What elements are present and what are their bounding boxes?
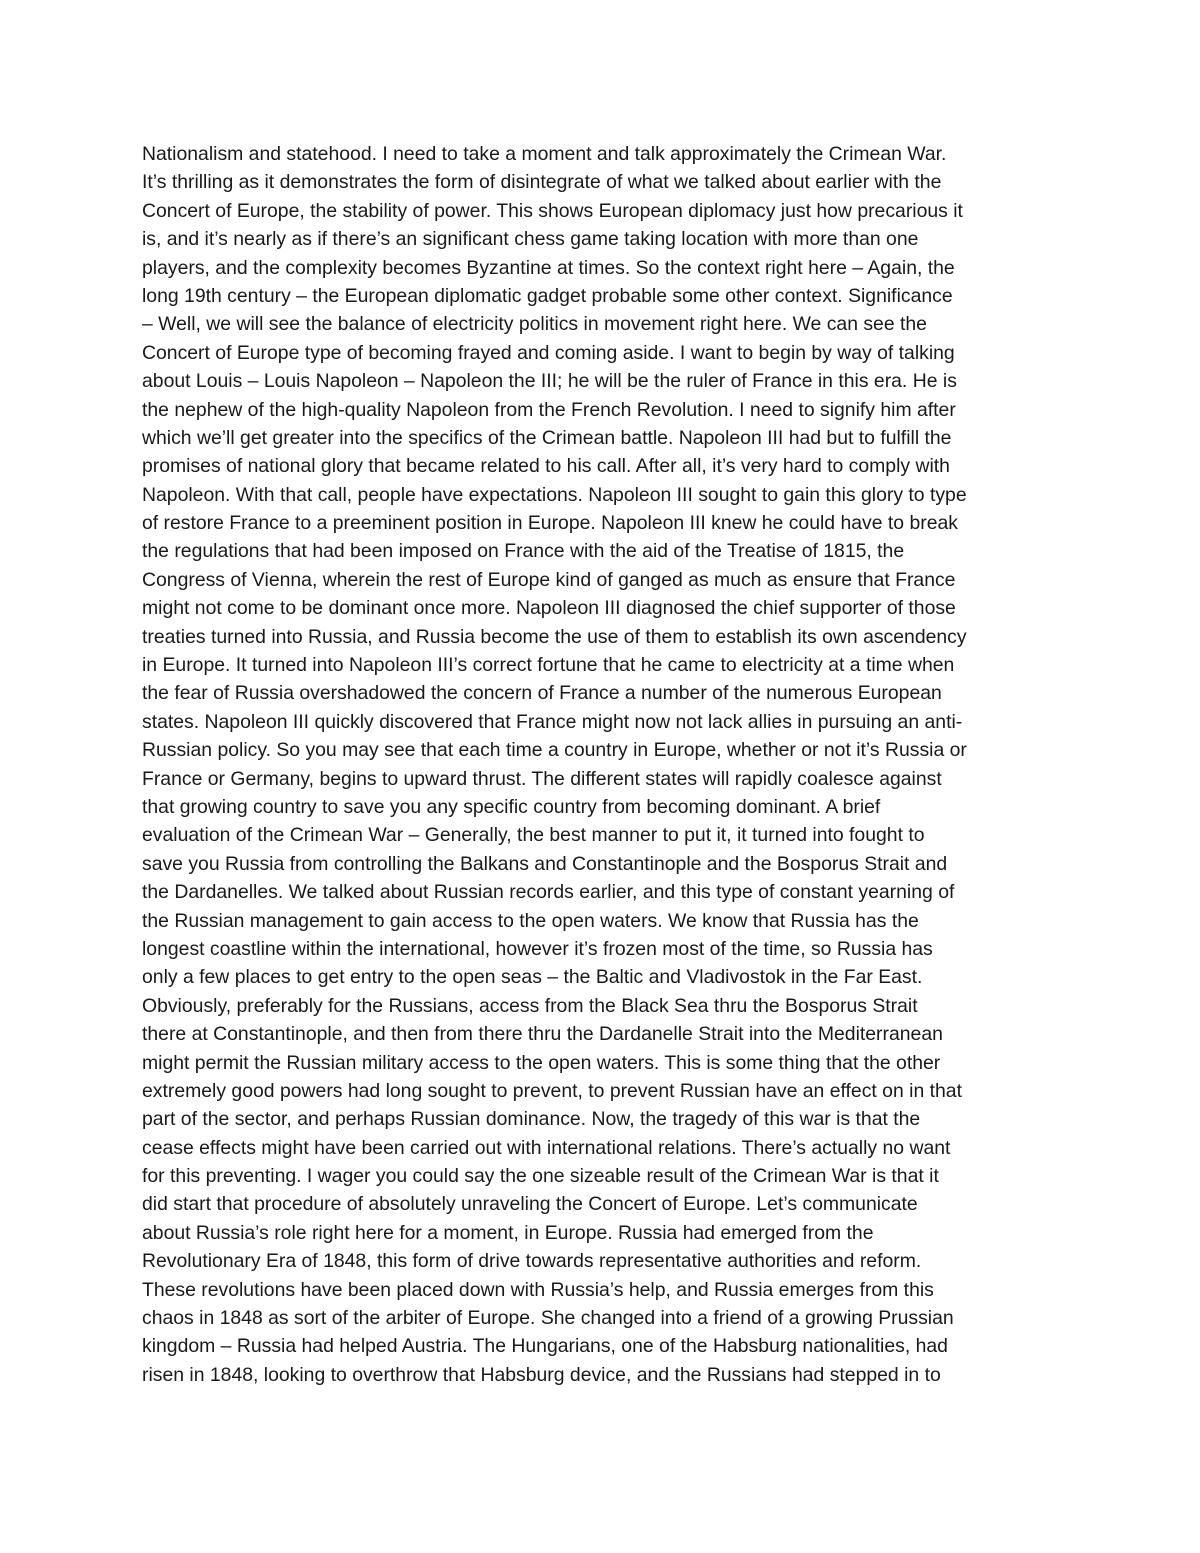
text-line: – Well, we will see the balance of electricity politics in movement right here. We can see the — [142, 313, 927, 336]
text-line: players, and the complexity becomes Byzantine at times. So the context right here – Again, the — [142, 256, 955, 279]
text-line: These revolutions have been placed down with Russia’s help, and Russia emerges from this — [142, 1278, 934, 1301]
text-line: might permit the Russian military access to the open waters. This is some thing that the other — [142, 1051, 941, 1074]
text-line: Concert of Europe type of becoming frayed and coming aside. I want to begin by way of talking — [142, 341, 955, 364]
text-line: promises of national glory that became related to his call. After all, it’s very hard to comply with — [142, 455, 950, 478]
text-line: Nationalism and statehood. I need to take a moment and talk approximately the Crimean War. — [142, 143, 947, 165]
text-line: Concert of Europe, the stability of power. This shows European diplomacy just how precarious it — [142, 199, 963, 222]
text-line: Obviously, preferably for the Russians, access from the Black Sea thru the Bosporus Strait — [142, 994, 918, 1017]
text-line: is, and it’s nearly as if there’s an significant chess game taking location with more than one — [142, 228, 919, 251]
text-line: chaos in 1848 as sort of the arbiter of Europe. She changed into a friend of a growing Prussian — [142, 1307, 954, 1330]
text-line: Revolutionary Era of 1848, this form of drive towards representative authorities and reform. — [142, 1250, 922, 1273]
text-line: there at Constantinople, and then from there thru the Dardanelle Strait into the Mediterranean — [142, 1023, 943, 1046]
text-line: risen in 1848, looking to overthrow that Habsburg device, and the Russians had stepped in to — [142, 1363, 941, 1386]
body-text — [142, 140, 1082, 1389]
text-line: treaties turned into Russia, and Russia become the use of them to establish its own ascendency — [142, 625, 967, 648]
text-line: Congress of Vienna, wherein the rest of Europe kind of ganged as much as ensure that France — [142, 568, 956, 591]
text-line: part of the sector, and perhaps Russian dominance. Now, the tragedy of this war is that the — [142, 1108, 921, 1131]
text-line: Russian policy. So you may see that each time a country in Europe, whether or not it’s Russia or — [142, 739, 967, 762]
text-line: in Europe. It turned into Napoleon III’s correct fortune that he came to electricity at a time when — [142, 654, 955, 677]
text-line: France or Germany, begins to upward thrust. The different states will rapidly coalesce against — [142, 767, 942, 790]
text-line: longest coastline within the international, however it’s frozen most of the time, so Russia has — [142, 937, 933, 960]
text-line: the Dardanelles. We talked about Russian records earlier, and this type of constant yearning of — [142, 881, 955, 904]
text-line: the Russian management to gain access to the open waters. We know that Russia has the — [142, 909, 919, 932]
text-line: cease effects might have been carried out with international relations. There’s actually no want — [142, 1136, 951, 1159]
text-line: about Louis – Louis Napoleon – Napoleon the III; he will be the ruler of France in this era. He is — [142, 370, 957, 393]
text-line: which we’ll get greater into the specifics of the Crimean battle. Napoleon III had but to fulfill the — [142, 426, 952, 449]
text-line: long 19th century – the European diplomatic gadget probable some other context. Significance — [142, 284, 953, 307]
text-line: only a few places to get entry to the open seas – the Baltic and Vladivostok in the Far East. — [142, 966, 923, 989]
text-line: the nephew of the high-quality Napoleon from the French Revolution. I need to signify him after — [142, 398, 956, 421]
text-line: the fear of Russia overshadowed the concern of France a number of the numerous European — [142, 682, 942, 705]
text-line: Napoleon. With that call, people have expectations. Napoleon III sought to gain this glory to type — [142, 483, 967, 506]
text-line: the regulations that had been imposed on France with the aid of the Treatise of 1815, the — [142, 540, 905, 563]
text-line: states. Napoleon III quickly discovered that France might now not lack allies in pursuing an anti- — [142, 710, 963, 733]
text-line: save you Russia from controlling the Balkans and Constantinople and the Bosporus Strait and — [142, 852, 948, 875]
text-line: that growing country to save you any specific country from becoming dominant. A brief — [142, 795, 881, 818]
text-line: did start that procedure of absolutely unraveling the Concert of Europe. Let’s communicate — [142, 1193, 918, 1216]
text-line: for this preventing. I wager you could say the one sizeable result of the Crimean War is that it — [142, 1165, 939, 1188]
text-line: kingdom – Russia had helped Austria. The Hungarians, one of the Habsburg nationalities, had — [142, 1335, 948, 1358]
text-line: might not come to be dominant once more. Napoleon III diagnosed the chief supporter of those — [142, 597, 956, 620]
text-line: of restore France to a preeminent position in Europe. Napoleon III knew he could have to break — [142, 512, 958, 535]
text-line: about Russia’s role right here for a moment, in Europe. Russia had emerged from the — [142, 1221, 874, 1244]
text-line: extremely good powers had long sought to prevent, to prevent Russian have an effect on in that — [142, 1079, 962, 1102]
text-line: It’s thrilling as it demonstrates the form of disintegrate of what we talked about earlier with the — [142, 171, 942, 194]
text-line: evaluation of the Crimean War – Generally, the best manner to put it, it turned into fought to — [142, 824, 925, 847]
